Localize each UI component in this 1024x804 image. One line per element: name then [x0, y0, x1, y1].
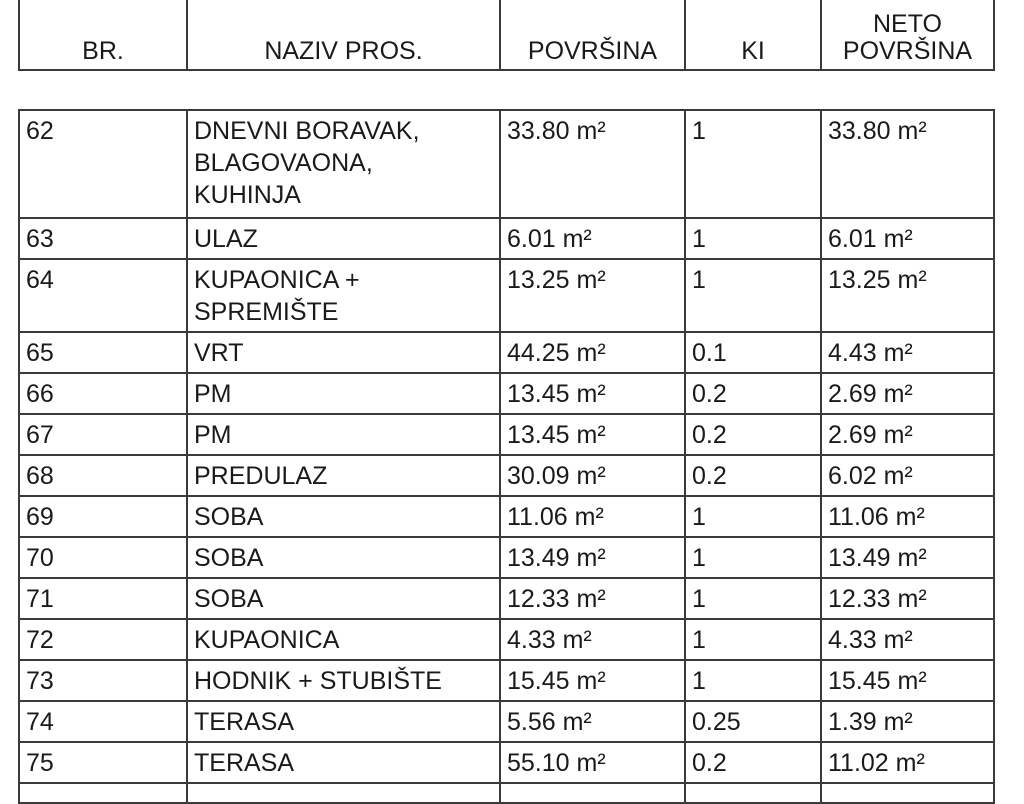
cell-naziv-line: PREDULAZ: [194, 462, 328, 490]
table-row: [19, 332, 994, 373]
cell-naziv-line: TERASA: [194, 708, 295, 736]
cell-neto: 13.49 m²: [821, 537, 994, 578]
cell-povrsina: 11.06 m²: [500, 496, 685, 537]
cell-br: 66: [19, 373, 187, 414]
room-table-body: [19, 110, 994, 803]
cell-ki: 0.1: [685, 332, 821, 373]
header-ki: KI: [685, 0, 821, 70]
cell-neto: 6.01 m²: [821, 218, 994, 259]
cell-br: 62: [19, 110, 187, 218]
table-row: [19, 660, 994, 701]
header-naziv: NAZIV PROS.: [187, 0, 500, 70]
cell-naziv: [187, 332, 500, 373]
table-row: [19, 537, 994, 578]
cell-br: 63: [19, 218, 187, 259]
cell-naziv-line: SOBA: [194, 544, 264, 572]
cell-naziv-line: DNEVNI BORAVAK,: [194, 117, 420, 145]
cell-naziv: [187, 742, 500, 783]
cell-br: 75: [19, 742, 187, 783]
cell-povrsina: 55.10 m²: [500, 742, 685, 783]
cell-naziv: [187, 496, 500, 537]
cell-ki: 0.2: [685, 373, 821, 414]
cell-povrsina: 44.25 m²: [500, 332, 685, 373]
cell-neto: 12.33 m²: [821, 578, 994, 619]
table-row: [19, 110, 994, 218]
cell-br: 68: [19, 455, 187, 496]
table-row: [19, 619, 994, 660]
cell-povrsina: 30.09 m²: [500, 455, 685, 496]
cell-neto: 11.02 m²: [821, 742, 994, 783]
cell-naziv-line: KUPAONICA: [194, 626, 340, 654]
cell-naziv: [187, 373, 500, 414]
cell-ki: 0.25: [685, 701, 821, 742]
cell-povrsina: 13.45 m²: [500, 414, 685, 455]
cell-empty: [19, 783, 187, 803]
cell-povrsina: 15.45 m²: [500, 660, 685, 701]
cell-ki: 1: [685, 110, 821, 218]
cell-neto: 13.25 m²: [821, 259, 994, 332]
cell-br: 70: [19, 537, 187, 578]
cell-naziv-line: SPREMIŠTE: [194, 298, 339, 326]
cell-ki: 1: [685, 218, 821, 259]
cell-empty: [187, 783, 500, 803]
cell-naziv-line: PM: [194, 380, 232, 408]
header-br: BR.: [19, 0, 187, 70]
cell-naziv: [187, 110, 500, 218]
header-povrsina: POVRŠINA: [500, 0, 685, 70]
cell-br: 69: [19, 496, 187, 537]
cell-naziv: [187, 414, 500, 455]
cell-neto: 2.69 m²: [821, 414, 994, 455]
cell-naziv: [187, 701, 500, 742]
cell-ki: 1: [685, 619, 821, 660]
cell-povrsina: 4.33 m²: [500, 619, 685, 660]
cell-br: 73: [19, 660, 187, 701]
cell-br: 65: [19, 332, 187, 373]
cell-ki: 1: [685, 660, 821, 701]
cell-povrsina: 13.49 m²: [500, 537, 685, 578]
table-row: [19, 455, 994, 496]
table-header: [18, 0, 995, 71]
cell-naziv-line: PM: [194, 421, 232, 449]
header-neto: [821, 0, 994, 70]
cell-naziv-line: KUHINJA: [194, 181, 301, 209]
cell-naziv: [187, 218, 500, 259]
cell-neto: 15.45 m²: [821, 660, 994, 701]
cell-povrsina: 13.45 m²: [500, 373, 685, 414]
cell-neto: 2.69 m²: [821, 373, 994, 414]
cell-povrsina: 6.01 m²: [500, 218, 685, 259]
cell-ki: 1: [685, 578, 821, 619]
cell-naziv-line: KUPAONICA +: [194, 266, 360, 294]
cell-empty: [500, 783, 685, 803]
table-row: [19, 373, 994, 414]
cell-ki: 1: [685, 496, 821, 537]
table-row: [19, 496, 994, 537]
cell-naziv-line: HODNIK + STUBIŠTE: [194, 667, 442, 695]
cell-naziv: [187, 619, 500, 660]
table-row: [19, 701, 994, 742]
room-table: [18, 109, 995, 804]
cell-naziv-line: TERASA: [194, 749, 295, 777]
table-row: [19, 742, 994, 783]
cell-naziv-line: SOBA: [194, 503, 264, 531]
cell-br: 71: [19, 578, 187, 619]
header-neto-line2: POVRŠINA: [842, 37, 973, 65]
cell-br: 74: [19, 701, 187, 742]
cell-neto: 4.33 m²: [821, 619, 994, 660]
cell-povrsina: 5.56 m²: [500, 701, 685, 742]
cell-br: 67: [19, 414, 187, 455]
header-row: [19, 0, 994, 70]
header-neto-line1: NETO: [873, 10, 942, 38]
table-row-partial: [19, 783, 994, 803]
cell-naziv: [187, 660, 500, 701]
cell-naziv: [187, 259, 500, 332]
cell-naziv-line: BLAGOVAONA,: [194, 149, 373, 177]
cell-naziv: [187, 537, 500, 578]
table-row: [19, 259, 994, 332]
cell-ki: 1: [685, 259, 821, 332]
cell-neto: 6.02 m²: [821, 455, 994, 496]
cell-povrsina: 12.33 m²: [500, 578, 685, 619]
cell-naziv: [187, 455, 500, 496]
cell-ki: 0.2: [685, 414, 821, 455]
cell-naziv-line: VRT: [194, 339, 244, 367]
table-row: [19, 414, 994, 455]
cell-naziv-line: ULAZ: [194, 225, 258, 253]
cell-neto: 1.39 m²: [821, 701, 994, 742]
cell-neto: 33.80 m²: [821, 110, 994, 218]
table-row: [19, 218, 994, 259]
cell-empty: [685, 783, 821, 803]
cell-naziv-line: SOBA: [194, 585, 264, 613]
cell-empty: [821, 783, 994, 803]
cell-neto: 4.43 m²: [821, 332, 994, 373]
cell-povrsina: 33.80 m²: [500, 110, 685, 218]
cell-ki: 0.2: [685, 742, 821, 783]
cell-ki: 1: [685, 537, 821, 578]
cell-ki: 0.2: [685, 455, 821, 496]
cell-neto: 11.06 m²: [821, 496, 994, 537]
cell-naziv: [187, 578, 500, 619]
table-row: [19, 578, 994, 619]
cell-br: 64: [19, 259, 187, 332]
cell-br: 72: [19, 619, 187, 660]
cell-povrsina: 13.25 m²: [500, 259, 685, 332]
